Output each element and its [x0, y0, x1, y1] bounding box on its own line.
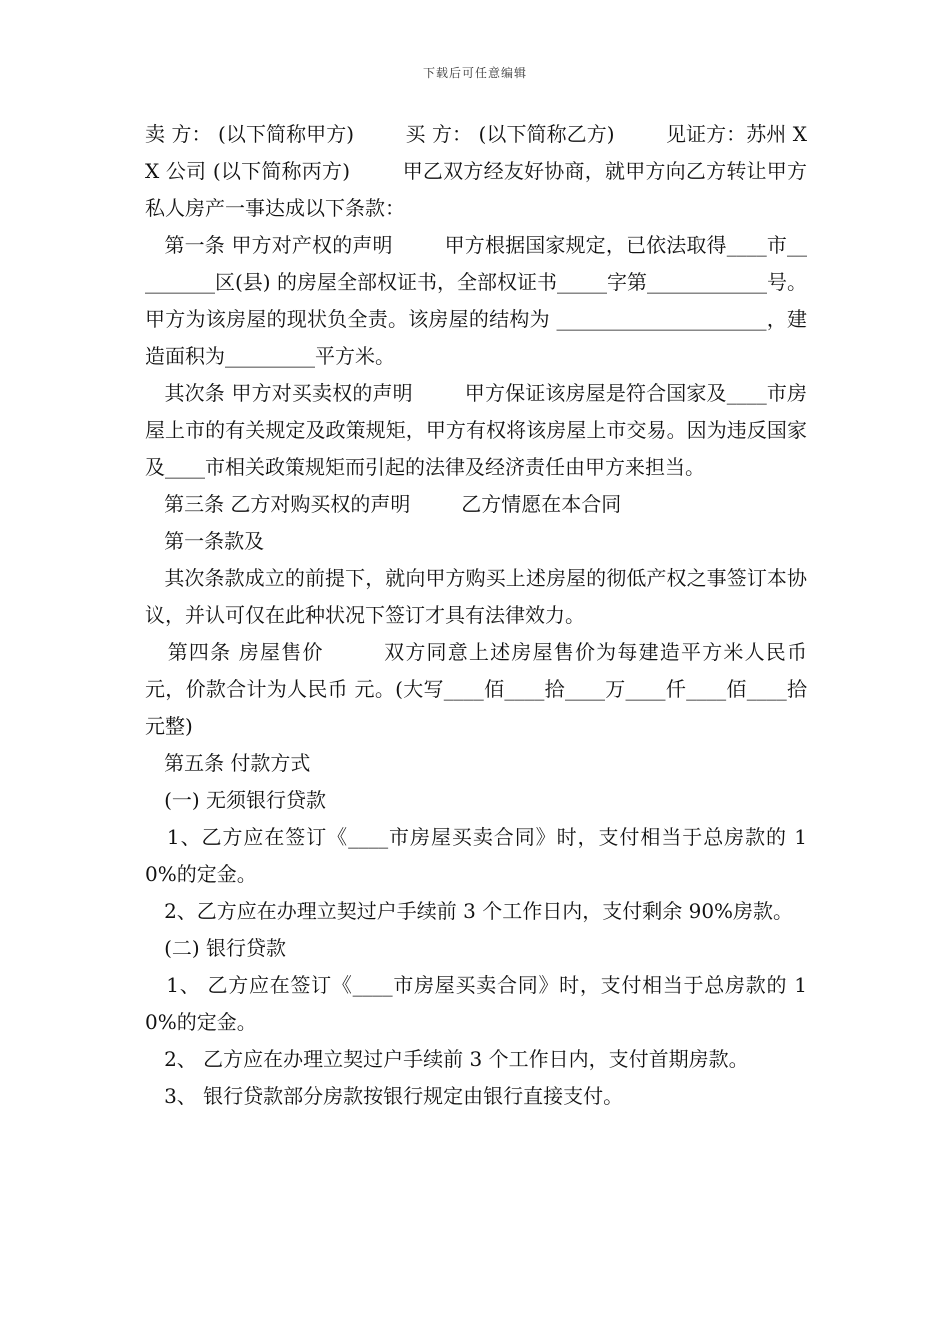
paragraph-clause-1: 第一条款及: [145, 529, 265, 553]
paragraph-parties: 卖 方： (以下简称甲方) 买 方： (以下简称乙方) 见证方：苏州 XX 公司 (以下简称丙方) 甲乙双方经友好协商，就甲方向乙方转让甲方私人房产一事达成以下条款：: [145, 122, 807, 220]
paragraph-no-loan-item-2: 2、乙方应在办理立契过户手续前 3 个工作日内，支付剩余 90%房款。: [145, 899, 794, 923]
document-body: [145, 116, 814, 1115]
paragraph-no-loan-item-1: 1、乙方应在签订《____市房屋买卖合同》时，支付相当于总房款的 10%的定金。: [145, 825, 807, 886]
paragraph-article-3: 第三条 乙方对购买权的声明 乙方情愿在本合同: [145, 492, 622, 516]
paragraph-loan-item-2: 2、 乙方应在办理立契过户手续前 3 个工作日内，支付首期房款。: [145, 1047, 749, 1071]
paragraph-no-loan-heading: (一) 无须银行贷款: [145, 788, 327, 812]
paragraph-clause-2: 其次条款成立的前提下，就向甲方购买上述房屋的彻低产权之事签订本协议，并认可仅在此种状况下签订才具有法律效力。: [145, 566, 808, 627]
paragraph-loan-item-1: 1、 乙方应在签订《____市房屋买卖合同》时，支付相当于总房款的 10%的定金。: [145, 973, 807, 1034]
paragraph-article-1: 第一条 甲方对产权的声明 甲方根据国家规定，已依法取得____市_________区(县) 的房屋全部权证书，全部权证书_____字第____________号。甲方为该房屋的现状负全责。该房屋的结构为 _____________________，建造面积为_________平方米。: [145, 233, 807, 368]
paragraph-article-2: 其次条 甲方对买卖权的声明 甲方保证该房屋是符合国家及____市房屋上市的有关规定及政策规矩，甲方有权将该房屋上市交易。因为违反国家及____市相关政策规矩而引起的法律及经济责任由甲方来担当。: [145, 381, 807, 479]
paragraph-loan-heading: (二) 银行贷款: [145, 936, 287, 960]
paragraph-article-5: 第五条 付款方式: [145, 751, 311, 775]
page-header-note: 下载后可任意编辑: [422, 66, 527, 80]
paragraph-article-4: 第四条 房屋售价 双方同意上述房屋售价为每建造平方米人民币 元，价款合计为人民币 元。(大写____佰____拾____万____仟____佰____拾元整): [145, 640, 814, 738]
paragraph-loan-item-3: 3、 银行贷款部分房款按银行规定由银行直接支付。: [145, 1084, 624, 1108]
